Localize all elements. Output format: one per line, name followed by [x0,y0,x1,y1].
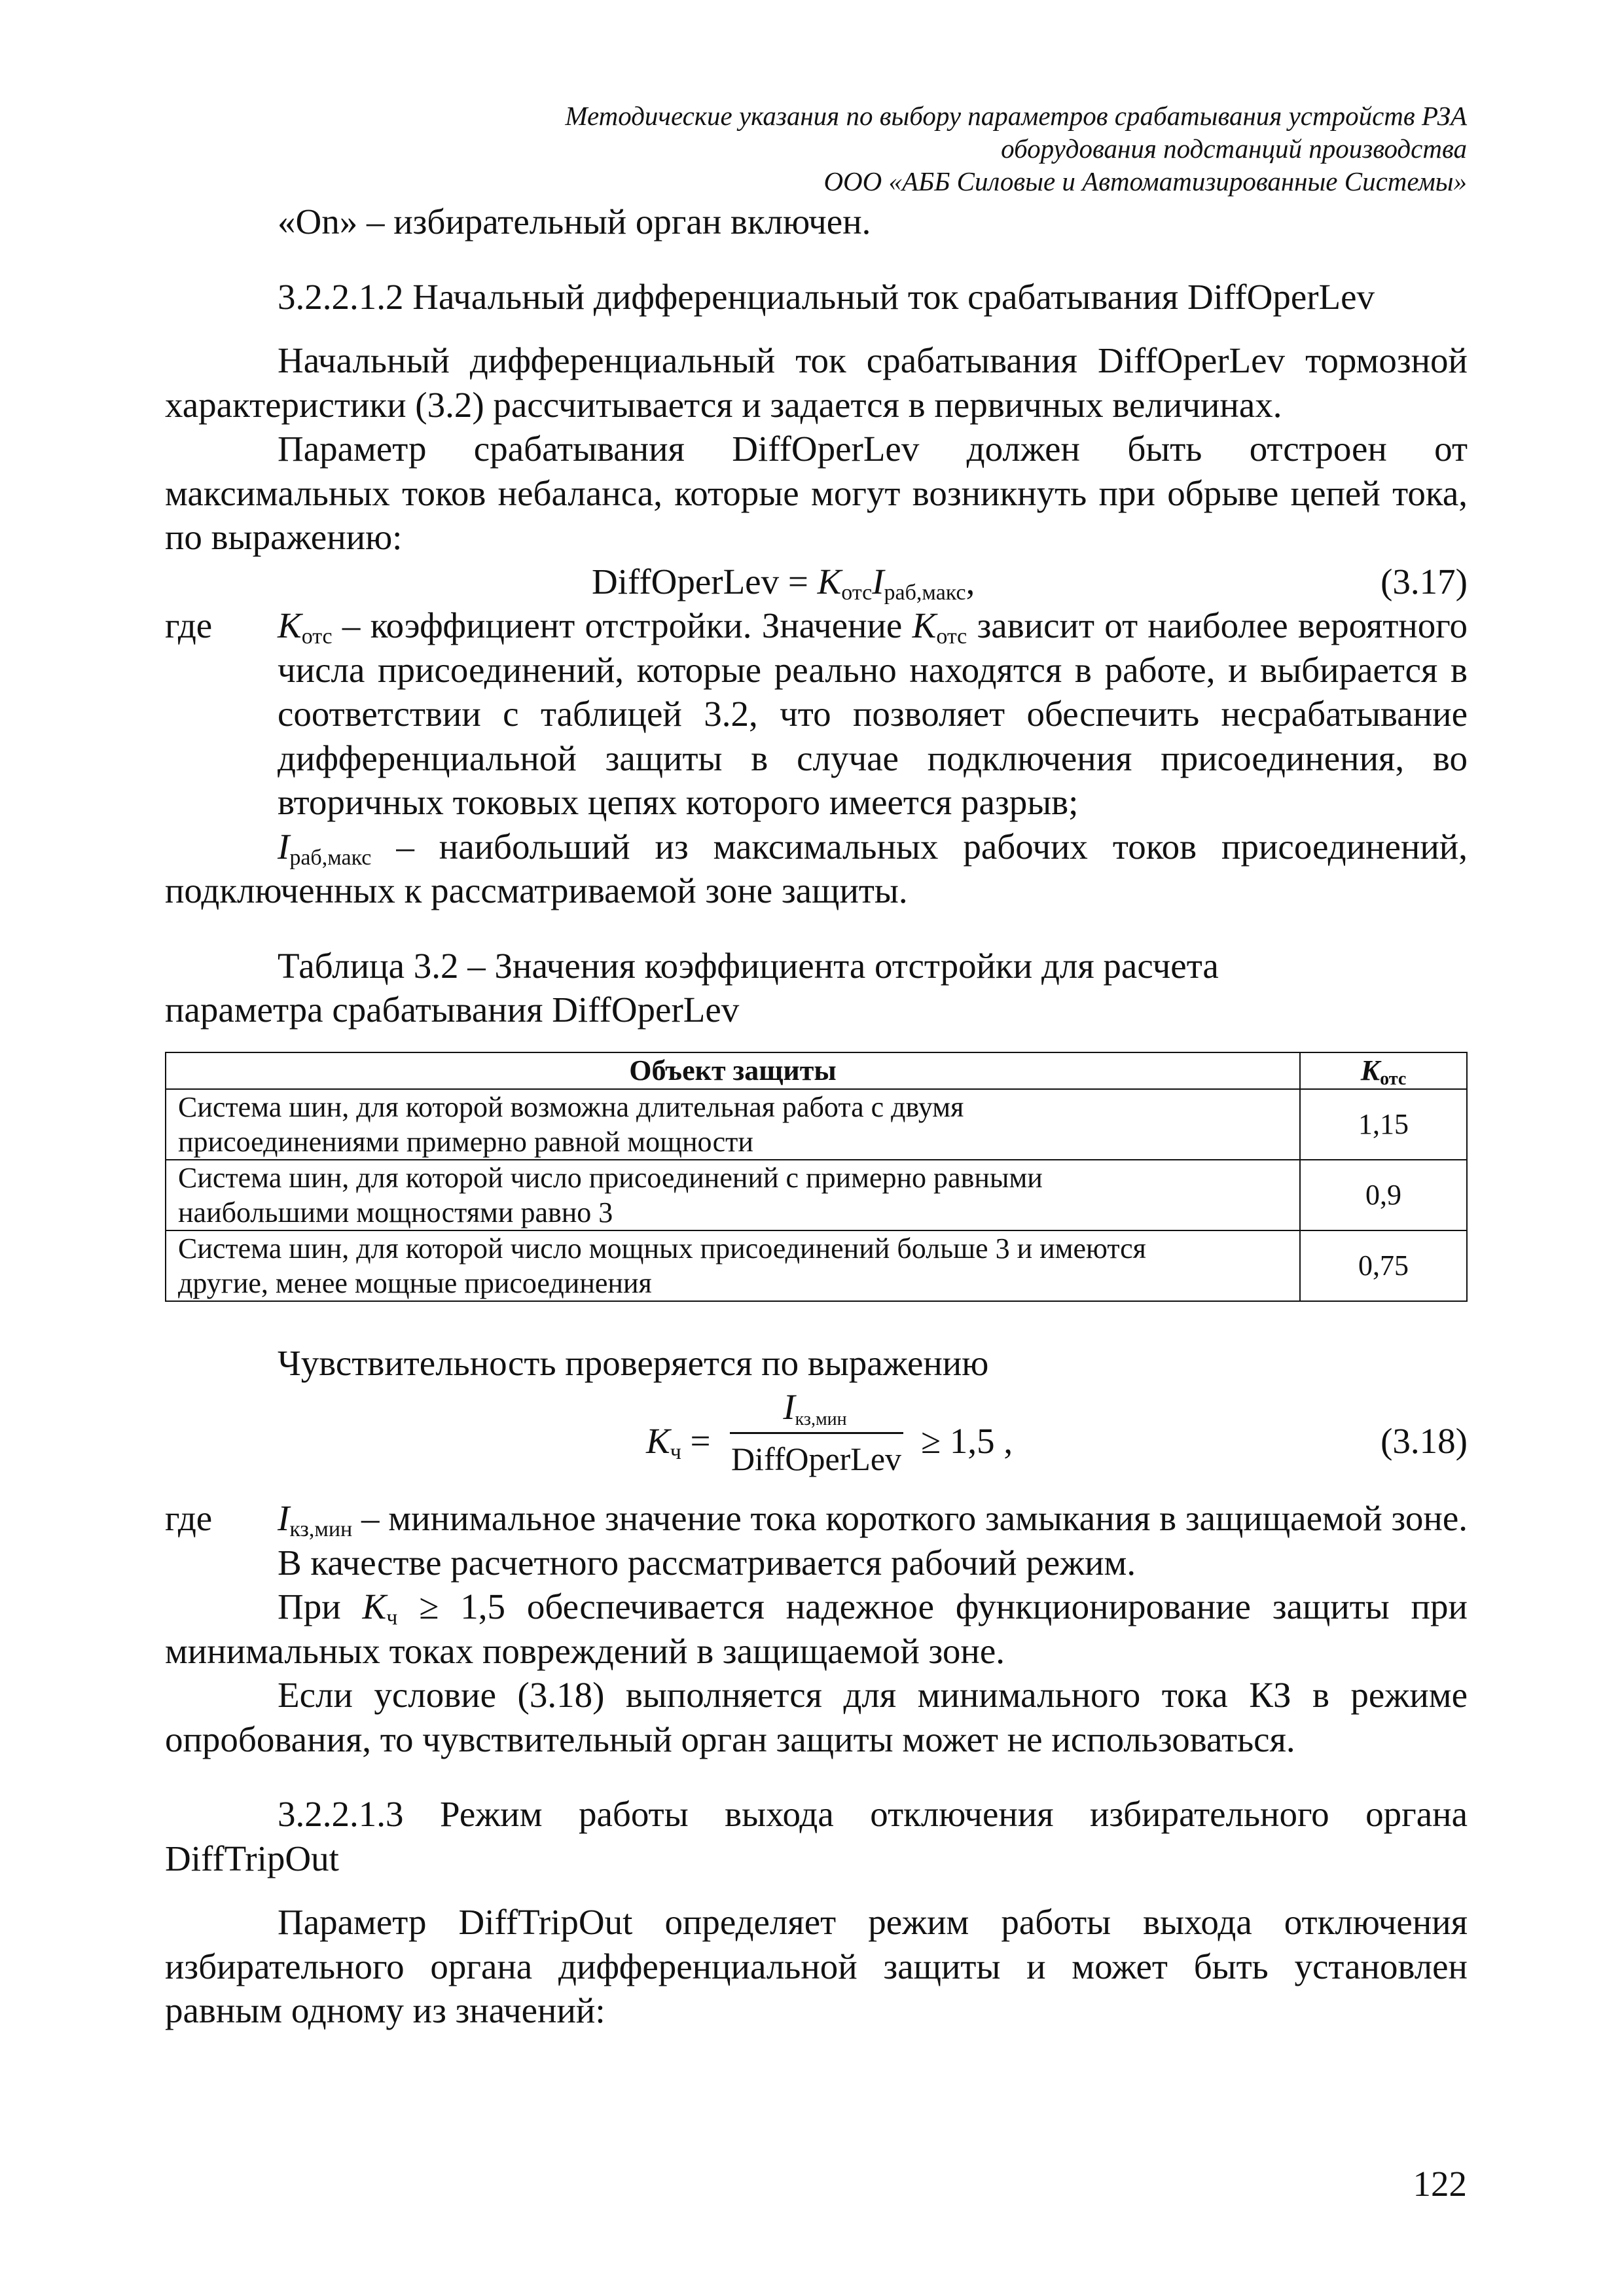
formula-3-18-expression: $K_ч$ = $I_{кз,мин}$ DiffOperLev ≥ 1,5 , [646,1387,1013,1477]
formula-3-17-expression: DiffOperLev = $K_{отс}I_{раб,макс}$, [592,561,975,605]
page-number: 122 [1413,2164,1467,2204]
table-header-k-ots: $K_{отс}$ [1300,1052,1467,1089]
formula-3-18-number: (3.18) [1380,1421,1468,1461]
formula-3-17-number: (3.17) [1380,561,1468,601]
table-row: Система шин, для которой число мощных присоединений больше 3 и имеются другие, менее мощные присоединения 0,75 [166,1230,1467,1301]
paragraph-k-ch-condition: При $K_ч \ge 1,5$ обеспечивается надежное функционирование защиты при минимальных токах повреждений в защищаемой зоне. [165,1587,1468,1671]
paragraph-diffoperlev-tuning: Параметр срабатывания DiffOperLev должен быть отстроен от максимальных токов небаланса, которые могут возникнуть при обрыве цепей тока, по выражению: [165,429,1468,557]
page-body [165,200,1468,2033]
table-3-2 [165,1052,1468,1302]
paragraph-sensitivity: Чувствительность проверяется по выражению [278,1342,989,1383]
header-line-1: Методические указания по выбору параметров срабатывания устройств РЗА [565,101,1467,131]
paragraph-test-mode: Если условие (3.18) выполняется для минимального тока КЗ в режиме опробования, то чувствительный орган защиты может не использоваться. [165,1675,1468,1759]
paragraph-diffoperlev-intro: Начальный дифференциальный ток срабатывания DiffOperLev тормозной характеристики (3.2) рассчитывается и задается в первичных величинах. [165,340,1468,425]
table-row: Система шин, для которой число присоединений с примерно равными наибольшими мощностями равно 3 0,9 [166,1160,1467,1230]
header-line-3: ООО «АББ Силовые и Автоматизированные Системы» [823,166,1467,196]
section-heading-diffoperlev: 3.2.2.1.2 Начальный дифференциальный ток срабатывания DiffOperLev [278,276,1375,317]
paragraph-on-state: «On» – избирательный орган включен. [278,202,871,242]
formula-3-18 [165,1385,1468,1496]
table-row: Система шин, для которой возможна длительная работа с двумя присоединениями примерно равной мощности 1,15 [166,1089,1467,1160]
definition-i-rab-maks: $I_{раб,макс}$ – наибольший из максимальных рабочих токов присоединений, подключенных к рассматриваемой зоне защиты. [165,826,1468,910]
definition-i-kz-min: где $I_{кз,мин}$ – минимальное значение тока короткого замыкания в защищаемой зоне. В качестве расчетного рассматривается рабочий режим. [165,1498,1468,1583]
formula-3-17 [165,560,1468,604]
definition-k-ots: где $K_{отс}$ – коэффициент отстройки. Значение $K_{отс}$ зависит от наиболее вероятного числа присоединений, которые реально находятся в работе, и выбирается в соответствии с таблицей 3.2, что позволяет обеспечить несрабатывание дифференциальной защиты в случае подключения присоединения, во вторичных токовых цепях которого имеется разрыв; [165,605,1468,822]
header-line-2: оборудования подстанций производства [1001,134,1467,164]
table-caption-line-1: Таблица 3.2 – Значения коэффициента отстройки для расчета [278,945,1219,986]
table-caption-line-2: параметра срабатывания DiffOperLev [165,990,740,1030]
paragraph-difftripout: Параметр DiffTripOut определяет режим работы выхода отключения избирательного органа дифференциальной защиты и может быть установлен равным одному из значений: [165,1902,1468,2030]
section-heading-difftripout: 3.2.2.1.3 Режим работы выхода отключения избирательного органа DiffTripOut [165,1794,1468,1878]
table-header-object: Объект защиты [166,1052,1300,1089]
running-header [354,99,1467,198]
table-header-row [166,1052,1467,1089]
